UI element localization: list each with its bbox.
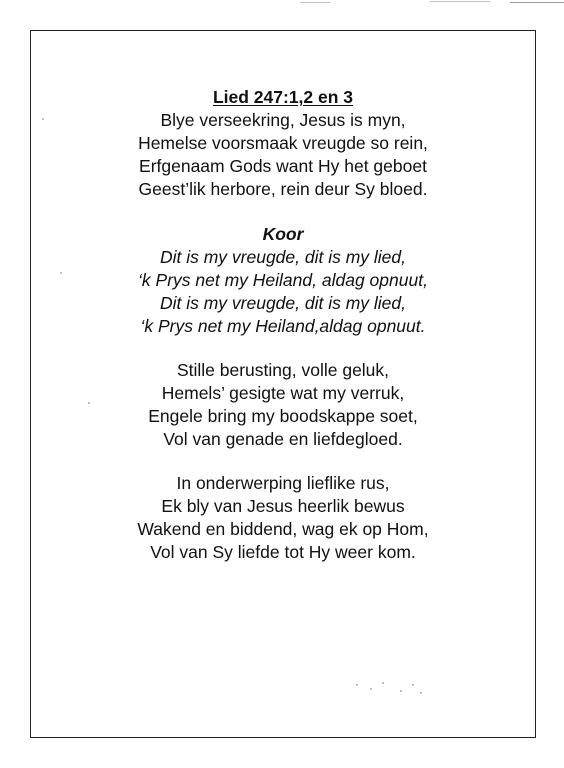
chorus-line: ‘k Prys net my Heiland, aldag opnuut, — [138, 270, 428, 290]
scan-speck — [420, 692, 422, 694]
scan-speck — [400, 690, 402, 692]
verse-line: Ek bly van Jesus heerlik bewus — [161, 496, 405, 516]
scan-speck — [382, 682, 384, 684]
verse-line: Vol van Sy liefde tot Hy weer kom. — [150, 542, 416, 562]
scan-speck — [370, 688, 372, 690]
scan-speck — [412, 684, 414, 686]
verse-line: Erfgenaam Gods want Hy het geboet — [139, 156, 427, 176]
chorus-label: Koor — [262, 224, 304, 244]
bleed-mark — [430, 1, 490, 2]
song-text — [30, 86, 536, 585]
verse-line: Wakend en biddend, wag ek op Hom, — [137, 519, 429, 539]
verse-line: Hemelse voorsmaak vreugde so rein, — [138, 133, 428, 153]
verse-2 — [30, 359, 536, 451]
verse-1 — [30, 109, 536, 201]
verse-line: In onderwerping lieflike rus, — [176, 473, 390, 493]
verse-line: Engele bring my boodskappe soet, — [148, 406, 418, 426]
song-title: Lied 247:1,2 en 3 — [212, 87, 354, 107]
scan-speck — [356, 684, 358, 686]
chorus-line: Dit is my vreugde, dit is my lied, — [159, 247, 407, 267]
verse-line: Hemels’ gesigte wat my verruk, — [161, 383, 405, 403]
bleed-mark — [300, 2, 330, 3]
chorus-line: ‘k Prys net my Heiland,aldag opnuut. — [140, 316, 426, 336]
verse-line: Stille berusting, volle geluk, — [176, 360, 390, 380]
verse-line: Vol van genade en liefdegloed. — [163, 429, 403, 449]
verse-line: Blye verseekring, Jesus is myn, — [160, 110, 406, 130]
verse-3 — [30, 472, 536, 564]
verse-line: Geest’lik herbore, rein deur Sy bloed. — [138, 179, 428, 199]
chorus — [30, 223, 536, 338]
bleed-mark — [510, 2, 564, 3]
chorus-line: Dit is my vreugde, dit is my lied, — [159, 293, 407, 313]
top-edge-bleed — [280, 0, 564, 6]
